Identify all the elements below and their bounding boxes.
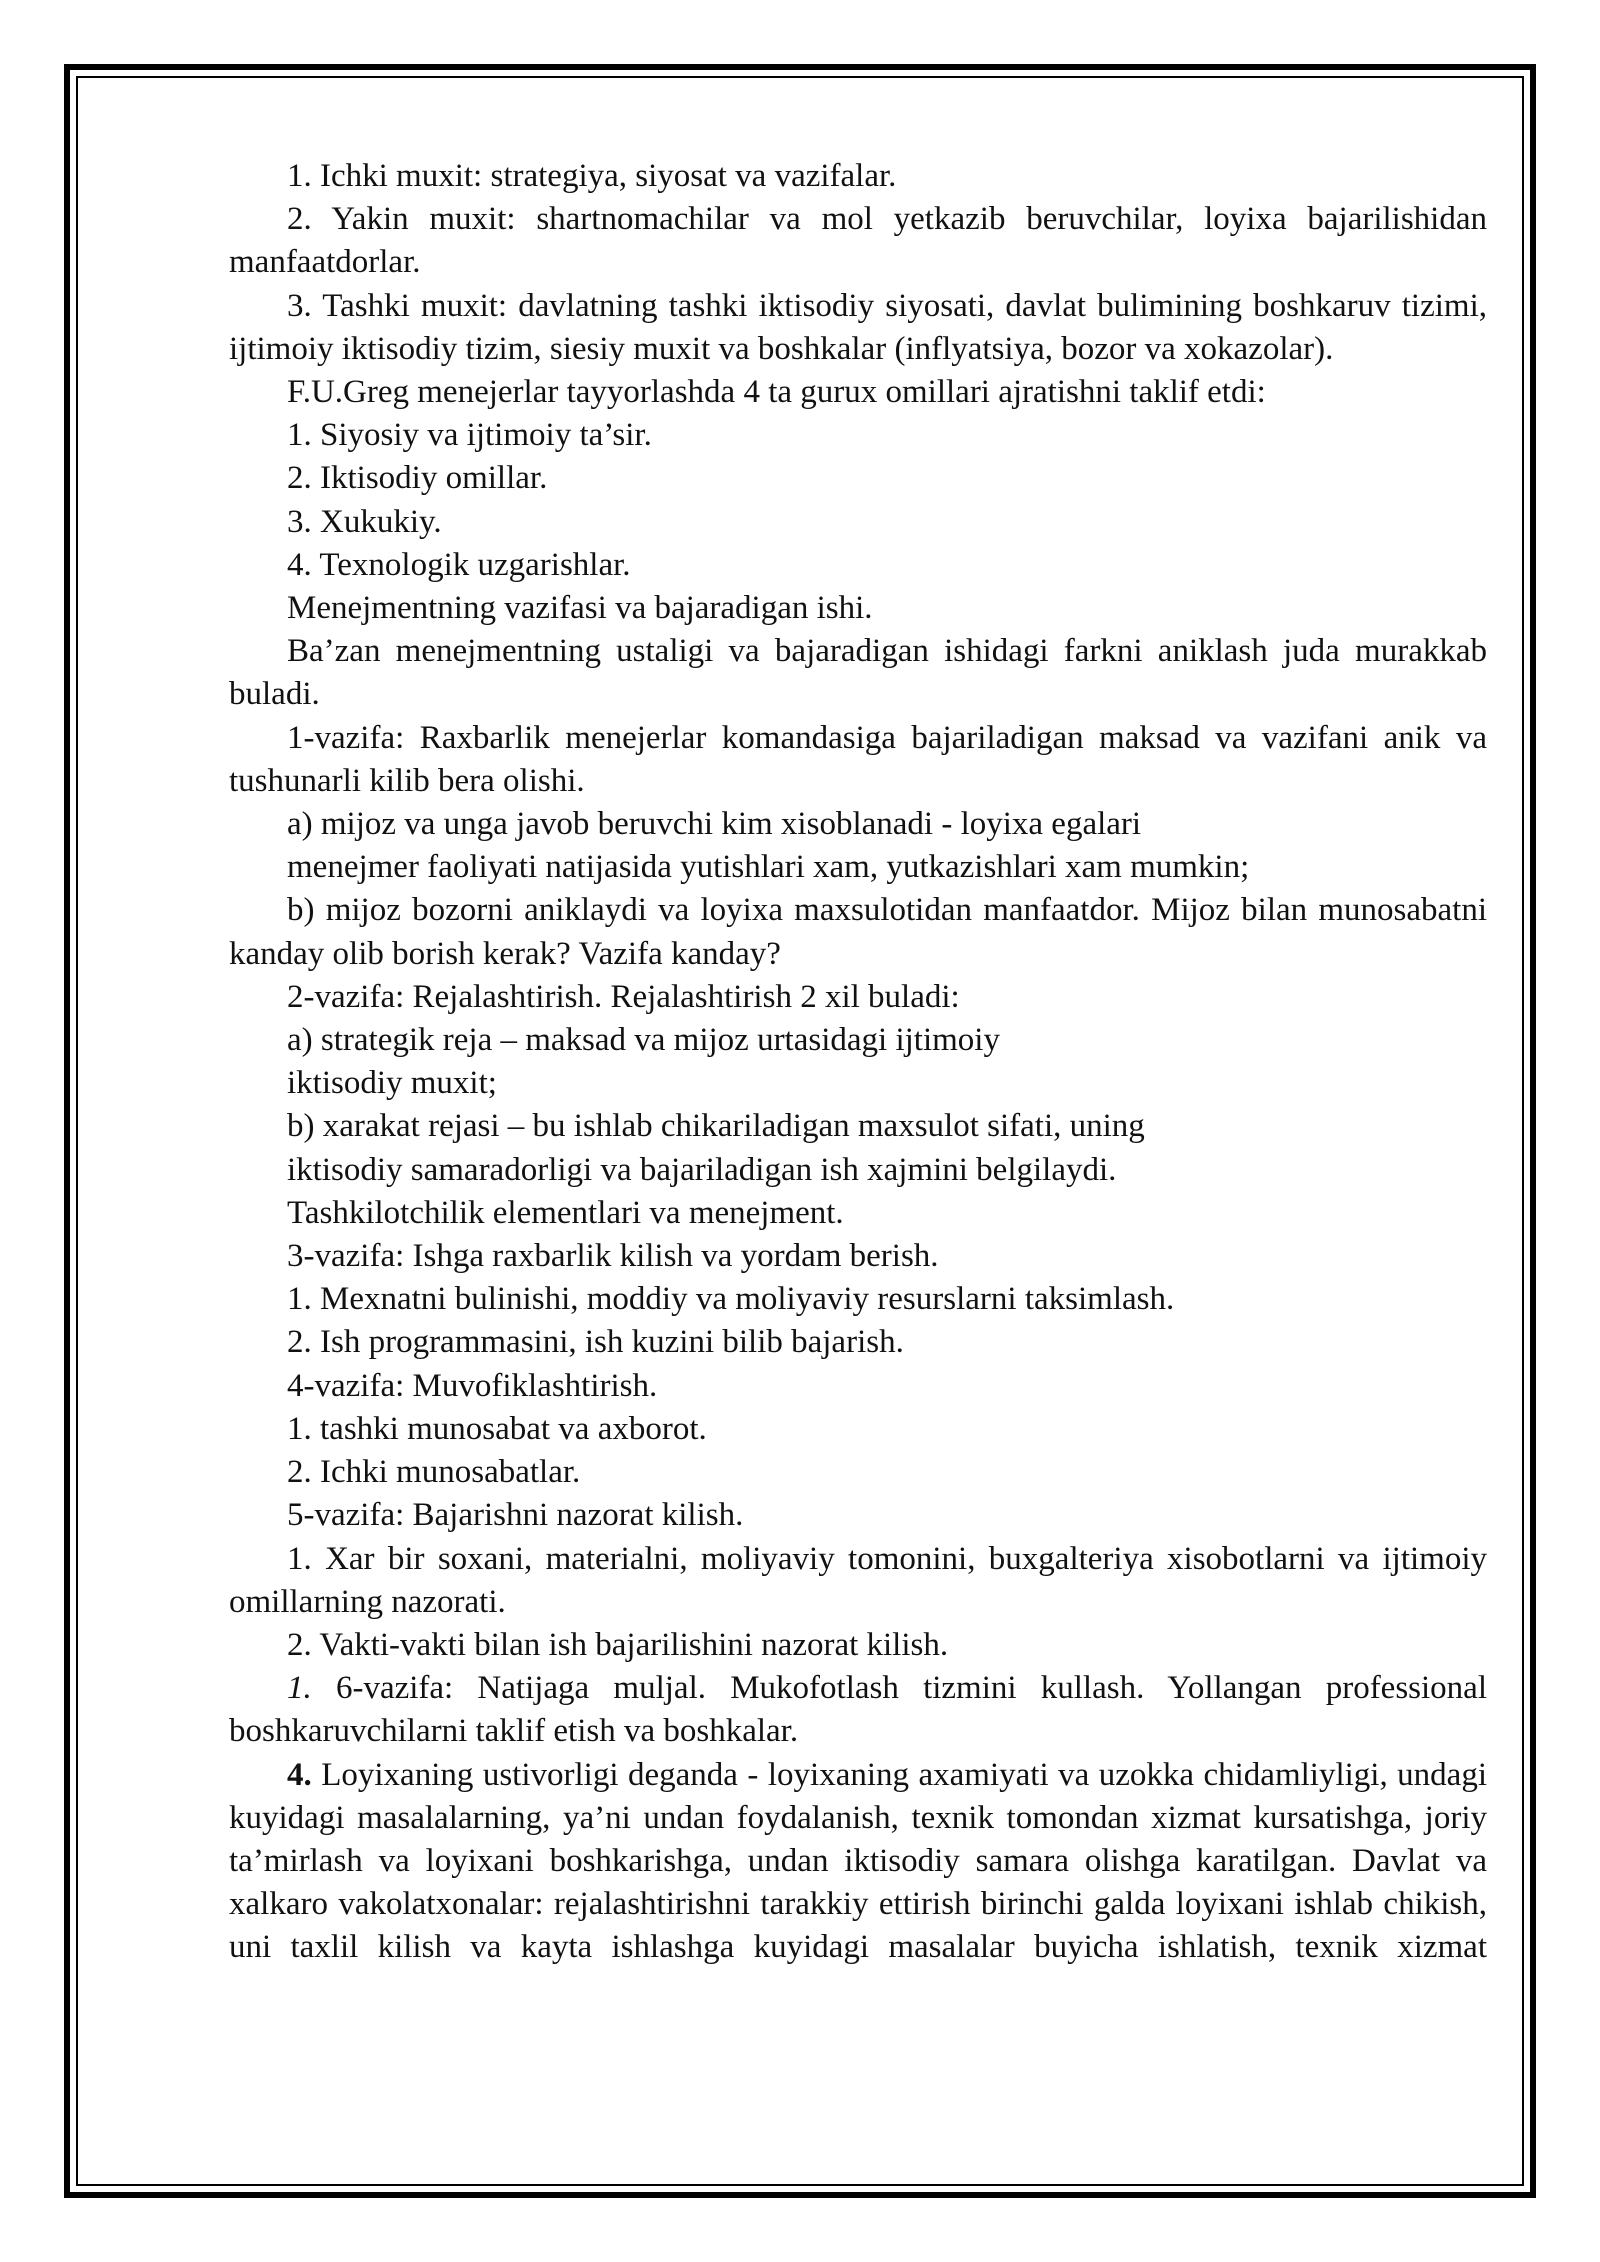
paragraph: 3. Tashki muxit: davlatning tashki iktisodiy siyosati, davlat bulimining boshkaruv tizimi, ijtimoiy iktisodiy tizim, siesiy muxit va boshkalar (inflyatsiya, bozor va xokazolar). xyxy=(229,287,1487,367)
paragraph: 1. tashki munosabat va axborot. xyxy=(287,1410,707,1447)
list-number: 1. xyxy=(287,1670,312,1707)
paragraph: Tashkilotchilik elementlari va menejment. xyxy=(287,1194,844,1231)
paragraph: b) xarakat rejasi – bu ishlab chikariladigan maxsulot sifati, uning xyxy=(287,1108,1145,1145)
paragraph-text: Loyixaning ustivorligi deganda - loyixaning axamiyati va uzokka chidamliyligi, undagi kuyidagi masalalarning, ya’ni undan foydalanish, texnik tomondan xizmat kursatishga, joriy ta’mirlash va loyixani boshkarishga, undan iktisodiy samara olishga karatilgan. Davlat va xalkaro vakolatxonalar: rejalashtirishni tarakkiy ettirish birinchi galda loyixani ishlab chikish, uni taxlil kilish va kayta ishlashga kuyidagi masalalar buyicha ishlatish, texnik xizmat xyxy=(229,1756,1487,1966)
paragraph: 3-vazifa: Ishga raxbarlik kilish va yordam berish. xyxy=(287,1238,939,1275)
paragraph: b) mijoz bozorni aniklaydi va loyixa maxsulotidan manfaatdor. Mijoz bilan munosabatni kanday olib borish kerak? Vazifa kanday? xyxy=(229,892,1487,972)
paragraph: 2. Ichki munosabatlar. xyxy=(287,1454,581,1491)
paragraph: 1-vazifa: Raxbarlik menejerlar komandasiga bajariladigan maksad va vazifani anik va tushunarli kilib bera olishi. xyxy=(229,719,1487,799)
paragraph: 3. Xukukiy. xyxy=(287,503,442,540)
paragraph xyxy=(229,1754,1487,1970)
paragraph: 5-vazifa: Bajarishni nazorat kilish. xyxy=(287,1497,744,1534)
paragraph: 2. Ish programmasini, ish kuzini bilib bajarish. xyxy=(287,1324,904,1361)
paragraph: Ba’zan menejmentning ustaligi va bajaradigan ishidagi farkni aniklash juda murakkab buladi. xyxy=(229,633,1487,713)
paragraph: menejmer faoliyati natijasida yutishlari xam, yutkazishlari xam mumkin; xyxy=(287,849,1250,886)
paragraph: F.U.Greg menejerlar tayyorlashda 4 ta gurux omillari ajratishni taklif etdi: xyxy=(287,374,1266,411)
document-body xyxy=(229,155,1487,1970)
paragraph: iktisodiy samaradorligi va bajariladigan ish xajmini belgilaydi. xyxy=(287,1151,1117,1188)
paragraph: 4-vazifa: Muvofiklashtirish. xyxy=(287,1367,658,1404)
paragraph: 2-vazifa: Rejalashtirish. Rejalashtirish 2 xil buladi: xyxy=(287,978,960,1015)
paragraph: 2. Vakti-vakti bilan ish bajarilishini nazorat kilish. xyxy=(287,1626,949,1663)
paragraph: iktisodiy muxit; xyxy=(287,1065,497,1102)
paragraph: 2. Yakin muxit: shartnomachilar va mol yetkazib beruvchilar, loyixa bajarilishidan manfaatdorlar. xyxy=(229,201,1487,281)
paragraph: a) strategik reja – maksad va mijoz urtasidagi ijtimoiy xyxy=(287,1022,1000,1059)
paragraph xyxy=(229,1667,1487,1753)
paragraph: 1. Mexnatni bulinishi, moddiy va moliyaviy resurslarni taksimlash. xyxy=(287,1281,1175,1318)
section-number: 4. xyxy=(287,1756,312,1793)
paragraph: Menejmentning vazifasi va bajaradigan ishi. xyxy=(287,590,873,627)
paragraph: a) mijoz va unga javob beruvchi kim xisoblanadi - loyixa egalari xyxy=(287,806,1142,843)
paragraph: 1. Xar bir soxani, materialni, moliyaviy tomonini, buxgalteriya xisobotlarni va ijtimoiy omillarning nazorati. xyxy=(229,1540,1487,1620)
paragraph: 4. Texnologik uzgarishlar. xyxy=(287,546,631,583)
paragraph: 1. Ichki muxit: strategiya, siyosat va vazifalar. xyxy=(287,158,897,194)
paragraph: 1. Siyosiy va ijtimoiy ta’sir. xyxy=(287,417,652,454)
paragraph-text: 6-vazifa: Natijaga muljal. Mukofotlash tizmini kullash. Yollangan professional boshkaruvchilarni taklif etish va boshkalar. xyxy=(229,1670,1487,1750)
paragraph: 2. Iktisodiy omillar. xyxy=(287,460,548,497)
